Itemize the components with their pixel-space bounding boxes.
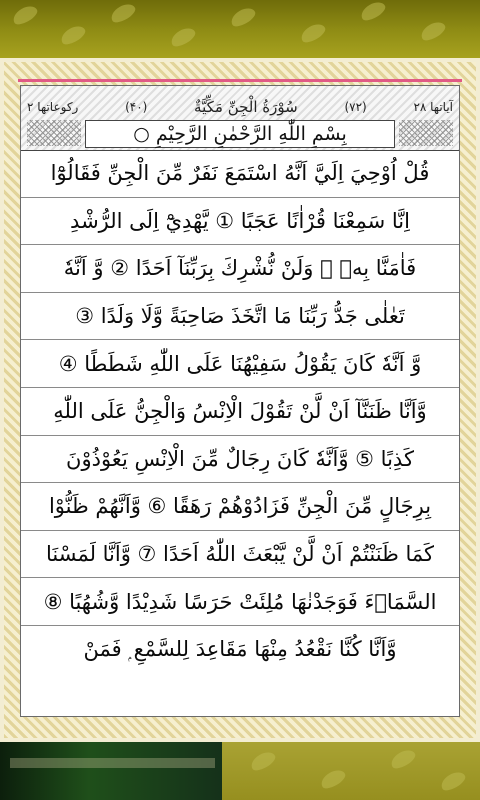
banner-image <box>0 742 222 800</box>
quran-page <box>0 58 480 742</box>
ruku-count: رکوعاتها ۲ <box>27 100 79 114</box>
verse-line: وَّاَنَّا ظَنَنَّآ اَنْ لَّنْ تَقُوْلَ الْاِنْسُ وَالْجِنُّ عَلَى اللّٰهِ <box>21 388 459 436</box>
verse-line: كَمَا ظَنَنْتُمْ اَنْ لَّنْ يَّبْعَثَ اللّٰهُ اَحَدًا ⑦ وَّاَنَّا لَمَسْنَا <box>21 531 459 579</box>
revelation-number: (۴۰) <box>125 100 148 114</box>
verse-line: السَّمَاۗءَ فَوَجَدْنٰهَا مُلِئَتْ حَرَسًا شَدِيْدًا وَّشُهُبًا ⑧ <box>21 578 459 626</box>
page-content <box>20 85 460 717</box>
verse-line: تَعٰلٰى جَدُّ رَبِّنَا مَا اتَّخَذَ صَاحِبَةً وَّلَا وَلَدًا ③ <box>21 293 459 341</box>
top-decorative-banner <box>0 0 480 58</box>
surah-header <box>21 86 459 151</box>
verse-line: قُلْ اُوْحِيَ اِلَيَّ اَنَّهُ اسْتَمَعَ نَفَرٌ مِّنَ الْجِنِّ فَقَالُوْٓا <box>21 150 459 198</box>
ornament-right <box>399 120 453 146</box>
surah-title: سُوْرَةُ الْجِنِّ مَكِّيَّةٌ <box>194 98 298 116</box>
surah-number: (۷۲) <box>344 100 367 114</box>
bismillah: بِسْمِ اللّٰهِ الرَّحْمٰنِ الرَّحِيْمِ ○ <box>85 120 395 148</box>
bottom-ad-banner[interactable] <box>0 742 480 800</box>
verse-lines <box>21 150 459 674</box>
verse-line: كَذِبًا ⑤ وَّاَنَّهٗ كَانَ رِجَالٌ مِّنَ الْاِنْسِ يَعُوْذُوْنَ <box>21 436 459 484</box>
surah-header-info <box>27 96 453 118</box>
verse-line: بِرِجَالٍ مِّنَ الْجِنِّ فَزَادُوْهُمْ رَهَقًا ⑥ وَّاَنَّهُمْ ظَنُّوْا <box>21 483 459 531</box>
verse-line: اِنَّا سَمِعْنَا قُرْاٰنًا عَجَبًا ① يَّهْدِيْٓ اِلَى الرُّشْدِ <box>21 198 459 246</box>
page-top-rule <box>18 79 462 82</box>
verse-line: وَّاَنَّا كُنَّا نَقْعُدُ مِنْهَا مَقَاعِدَ لِلسَّمْعِ ۭ فَمَنْ <box>83 637 397 662</box>
ornament-left <box>27 120 81 146</box>
verse-line: فَاٰمَنَّا بِهٖ ۭ وَلَنْ نُّشْرِكَ بِرَبِّنَآ اَحَدًا ② وَّ اَنَّهٗ <box>21 245 459 293</box>
verse-line: وَّ اَنَّهٗ كَانَ يَقُوْلُ سَفِيْهُنَا عَلَى اللّٰهِ شَطَطًا ④ <box>21 340 459 388</box>
ayat-count: آیاتها ۲۸ <box>413 100 453 114</box>
